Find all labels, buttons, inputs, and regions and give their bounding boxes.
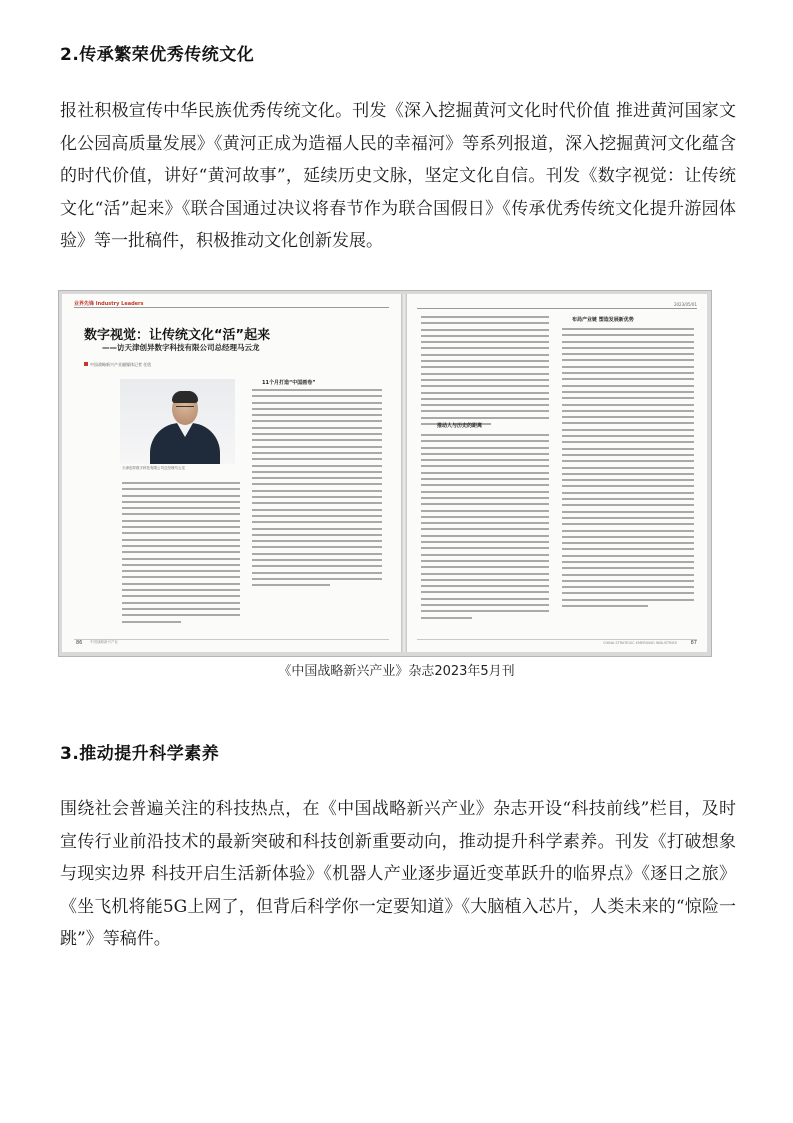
article-title: 数字视觉：让传统文化“活”起来: [84, 328, 271, 343]
section-heading-science: 3.推动提升科学素养: [60, 744, 220, 764]
magazine-left-page: [62, 294, 401, 652]
column-title-2: 推动人与历史的距离: [437, 423, 483, 429]
page-number-right: 87: [690, 640, 697, 646]
portrait-glasses: [176, 406, 194, 410]
text-block-col-a: [421, 316, 549, 429]
text-block-col-c: [562, 328, 694, 611]
footer-label-left: 中国战略新兴产业: [90, 640, 118, 644]
header-rule-right: [417, 308, 697, 309]
column-title-1: 11个月打造“中国画卷”: [262, 380, 316, 386]
portrait-hair: [172, 391, 198, 403]
red-square-icon: [84, 362, 88, 366]
footer-rule: [74, 639, 389, 640]
text-block-left-col: [122, 482, 240, 627]
magazine-left-header: 业界先锋 Industry Leaders: [74, 301, 144, 307]
text-block-right-col: [252, 389, 382, 591]
column-title-3: 布局产业链 塑造发展新优势: [572, 317, 634, 323]
byline-text: 中国战略新兴产业融媒体记者 任欣: [90, 362, 152, 367]
article-subtitle: ——访天津创异数字科技有限公司总经理马云龙: [102, 343, 260, 352]
section-heading-heritage: 2.传承繁荣优秀传统文化: [60, 45, 255, 65]
footer-label-right: CHINA STRATEGIC EMERGING INDUSTRIES: [603, 641, 677, 645]
article-byline: [84, 362, 151, 368]
section-paragraph-heritage: 报社积极宣传中华民族优秀传统文化。刊发《深入挖掘黄河文化时代价值 推进黄河国家文化公园高质量发展》《黄河正成为造福人民的幸福河》等系列报道，深入挖掘黄河文化蕴含的时代价值，讲好“黄河故事”，延续历史文脉，坚定文化自信。刊发《数字视觉：让传统文化“活”起来》《联合国通过决议将春节作为联合国假日》《传承优秀传统文化提升游园体验》等一批稿件，积极推动文化创新发展。: [60, 101, 736, 251]
section-paragraph-science: 围绕社会普遍关注的科技热点，在《中国战略新兴产业》杂志开设“科技前线”栏目，及时宣传行业前沿技术的最新突破和科技创新重要动向，推动提升科学素养。刊发《打破想象与现实边界 科技开启生活新体验》《机器人产业逐步逼近变革跃升的临界点》《逐日之旅》《坐飞机将能5G上网了，但背后科学你一定要知道》《大脑植入芯片，人类未来的“惊险一跳”》等稿件。: [60, 799, 736, 949]
footer-rule-right: [417, 639, 697, 640]
figure-caption: 《中国战略新兴产业》杂志2023年5月刊: [278, 664, 515, 679]
header-rule: [74, 307, 389, 308]
page-number-left: 86: [76, 640, 83, 646]
magazine-right-page: [407, 294, 707, 652]
magazine-right-header: 2023/05/01: [673, 302, 697, 307]
photo-caption: 天津创异数字科技有限公司总经理马云龙: [122, 466, 185, 470]
text-block-col-b: [421, 434, 549, 623]
magazine-spread-image: [58, 290, 712, 657]
portrait-photo: [120, 379, 235, 464]
